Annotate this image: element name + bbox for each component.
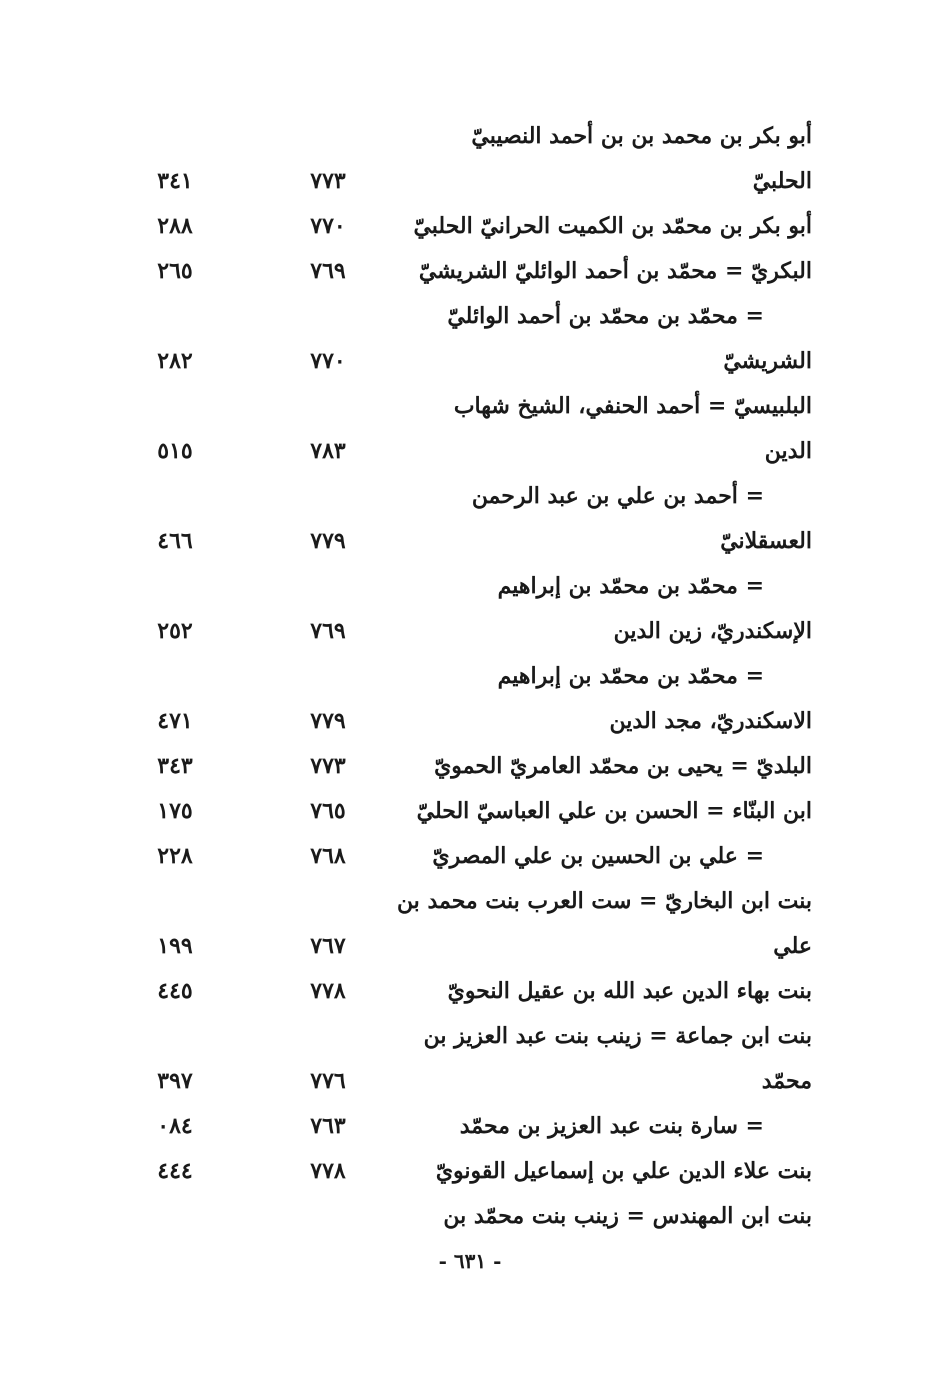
index-row	[0, 1016, 942, 1056]
entry-page: ٢٨٨	[157, 213, 193, 239]
index-row	[0, 251, 942, 291]
index-row	[0, 521, 942, 561]
index-row	[0, 116, 942, 156]
entry-year: ٧٦٨	[310, 843, 346, 869]
entry-year: ٧٧٣	[310, 753, 346, 779]
entry-page: ٤٤٥	[157, 978, 193, 1004]
entry-year: ٧٨٣	[310, 438, 346, 464]
entry-page: ٤٦٦	[157, 528, 193, 554]
entry-year: ٧٦٧	[310, 933, 346, 959]
entry-text: = محمّد بن محمّد بن أحمد الوائليّ	[447, 303, 764, 329]
index-row	[0, 881, 942, 921]
entry-page: ٣٩٧	[157, 1068, 193, 1094]
entry-text: الاسكندريّ، مجد الدين	[609, 708, 812, 734]
index-row	[0, 611, 942, 651]
entry-text: بنت ابن المهندس = زينب بنت محمّد بن	[443, 1203, 812, 1229]
entry-page: ٢٨٢	[157, 348, 193, 374]
entry-year: ٧٦٩	[310, 618, 346, 644]
index-row	[0, 971, 942, 1011]
entry-text: بنت ابن البخاريّ = ست العرب بنت محمد بن	[396, 888, 812, 914]
index-row	[0, 1061, 942, 1101]
entry-page: ٠٨٤	[157, 1113, 193, 1139]
entry-text: بنت ابن جماعة = زينب بنت عبد العزيز بن	[423, 1023, 812, 1049]
index-row	[0, 746, 942, 786]
index-row	[0, 341, 942, 381]
entry-page: ١٩٩	[157, 933, 193, 959]
index-row	[0, 431, 942, 471]
entry-text: = محمّد بن محمّد بن إبراهيم	[497, 573, 764, 599]
page-number: - ٦٣١ -	[438, 1249, 502, 1273]
entry-page: ٤٤٤	[157, 1158, 193, 1184]
entry-text: بنت علاء الدين علي بن إسماعيل القونويّ	[435, 1158, 812, 1184]
index-row	[0, 476, 942, 516]
entry-text: = محمّد بن محمّد بن إبراهيم	[497, 663, 764, 689]
index-row	[0, 1196, 942, 1236]
index-row	[0, 566, 942, 606]
entry-text: = سارة بنت عبد العزيز بن محمّد	[459, 1113, 764, 1139]
entry-year: ٧٦٣	[310, 1113, 346, 1139]
entry-text: = أحمد بن علي بن عبد الرحمن	[471, 483, 764, 509]
entry-text: العسقلانيّ	[720, 528, 812, 554]
entry-year: ٧٧٦	[310, 1068, 346, 1094]
entry-text: أبو بكر بن محمّد بن الكميت الحرانيّ الحلبيّ	[413, 213, 812, 239]
entry-year: ٧٦٩	[310, 258, 346, 284]
entry-year: ٧٦٥	[310, 798, 346, 824]
index-row	[0, 701, 942, 741]
entry-text: علي	[773, 933, 812, 959]
entry-page: ٥١٥	[157, 438, 193, 464]
entry-page: ٤٧١	[157, 708, 193, 734]
entry-text: البلديّ = يحيى بن محمّد العامريّ الحمويّ	[434, 753, 812, 779]
entry-page: ٣٤٣	[157, 753, 193, 779]
entry-text: = علي بن الحسين بن علي المصريّ	[432, 843, 764, 869]
entry-text: أبو بكر بن محمد بن بن أحمد النصيبيّ	[471, 123, 812, 149]
index-row	[0, 296, 942, 336]
entry-year: ٧٧٨	[310, 978, 346, 1004]
entry-page: ٢٢٨	[157, 843, 193, 869]
index-row	[0, 791, 942, 831]
entry-year: ٧٧٠	[310, 348, 346, 374]
entry-text: محمّد	[761, 1068, 812, 1094]
index-row	[0, 161, 942, 201]
entry-text: البكريّ = محمّد بن أحمد الوائليّ الشريشيّ	[418, 258, 812, 284]
index-row	[0, 1106, 942, 1146]
entry-page: ٢٦٥	[157, 258, 193, 284]
entry-page: ٢٥٢	[157, 618, 193, 644]
entry-year: ٧٧٩	[310, 708, 346, 734]
index-row	[0, 206, 942, 246]
index-row	[0, 656, 942, 696]
entry-text: البلبيسيّ = أحمد الحنفي، الشيخ شهاب	[453, 393, 812, 419]
entry-year: ٧٧٩	[310, 528, 346, 554]
index-row	[0, 386, 942, 426]
entry-page: ٣٤١	[157, 168, 193, 194]
entry-year: ٧٧٠	[310, 213, 346, 239]
index-row	[0, 1151, 942, 1191]
entry-text: الدين	[764, 438, 812, 464]
index-row	[0, 926, 942, 966]
entry-text: الحلبيّ	[752, 168, 812, 194]
index-row	[0, 836, 942, 876]
entry-year: ٧٧٣	[310, 168, 346, 194]
entry-text: الإسكندريّ، زين الدين	[613, 618, 812, 644]
entry-text: بنت بهاء الدين عبد الله بن عقيل النحويّ	[447, 978, 812, 1004]
entry-text: ابن البنّاء = الحسن بن علي العباسيّ الحليّ	[416, 798, 812, 824]
entry-text: الشريشيّ	[723, 348, 812, 374]
entry-page: ١٧٥	[157, 798, 193, 824]
entry-year: ٧٧٨	[310, 1158, 346, 1184]
